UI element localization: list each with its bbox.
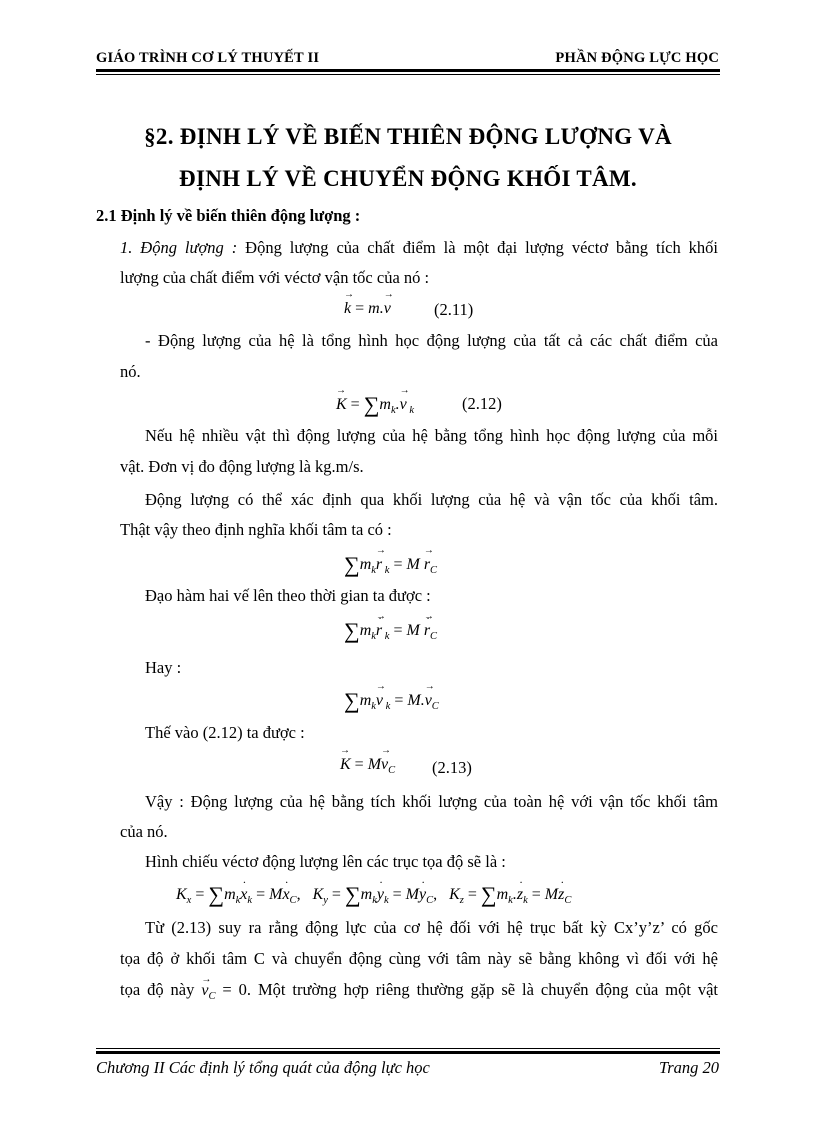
header-left: GIÁO TRÌNH CƠ LÝ THUYẾT II: [96, 50, 320, 66]
paragraph-4-line-1: Động lượng có thể xác định qua khối lượng của hệ và vận tốc của khối tâm.: [145, 490, 718, 509]
paragraph-5: Đạo hàm hai vế lên theo thời gian ta được :: [145, 586, 431, 605]
header-right: PHẦN ĐỘNG LỰC HỌC: [555, 50, 719, 66]
paragraph-4-line-2: Thật vậy theo định nghĩa khối tâm ta có :: [120, 520, 392, 539]
paragraph-2-line-1: - Động lượng của hệ là tổng hình học động lượng của tất cả các chất điểm của: [145, 331, 718, 350]
equation-2-12: → $K = \sum m_k.\to v$ $_k$: [336, 392, 414, 418]
section-heading: 2.1 Định lý về biến thiên động lượng :: [96, 206, 361, 225]
paragraph-1-line-1: [120, 238, 718, 258]
paragraph-9: Hình chiếu véctơ động lượng lên các trục tọa độ sẽ là :: [145, 852, 506, 871]
page-title-line-2: ĐỊNH LÝ VỀ CHUYỂN ĐỘNG KHỐI TÂM.: [179, 166, 637, 191]
footer-rule-thin: [96, 1048, 720, 1049]
paragraph-1-text: Động lượng của chất điểm là một đại lượng véctơ bằng tích khối: [245, 238, 718, 257]
paragraph-3-line-1: Nếu hệ nhiều vật thì động lượng của hệ bằng tổng hình học động lượng của mỗi: [145, 426, 718, 445]
inline-math-vc: → $v_C$: [201, 982, 215, 999]
paragraph-2-line-2: nó.: [120, 362, 141, 381]
equation-2-13-number: (2.13): [432, 758, 472, 777]
paragraph-1-line-2: lượng của chất điểm với véctơ vận tốc của nó :: [120, 268, 430, 287]
equation-2-11-number: (2.11): [434, 300, 474, 319]
footer-chapter: Chương II Các định lý tổng quát của động lực học: [96, 1058, 430, 1077]
paragraph-10-line-3: [120, 980, 718, 1007]
equation-derivative: $\sum m_k\to r$ ˙ $_k$ = M → r $˙_C$: [344, 618, 437, 644]
header-rule-thin: [96, 74, 720, 75]
paragraph-10-line-1: Từ (2.13) suy ra rằng động lực của cơ hệ đối với hệ trục bất kỳ Cx’y’z’ có gốc: [145, 918, 718, 937]
equation-2-13: → $K = M\to v_C$: [340, 756, 395, 776]
paragraph-6: Hay :: [145, 658, 182, 677]
paragraph-8-line-1: Vậy : Động lượng của hệ bằng tích khối lượng của toàn hệ với vận tốc khối tâm: [145, 792, 718, 811]
equation-2-11: → k = m.→ v: [344, 300, 391, 318]
paragraph-3-line-2: vật. Đơn vị đo động lượng là kg.m/s.: [120, 457, 364, 476]
equation-center-of-mass: $\sum m_k\to r$ $_k = M \to r_C$: [344, 552, 437, 578]
footer-rule-thick: [96, 1051, 720, 1054]
paragraph-10-line-3-start: tọa độ này: [120, 980, 195, 999]
paragraph-7: Thế vào (2.12) ta được :: [145, 723, 305, 742]
equation-velocity: $\sum m_k\to v$ $_k = M.\to v_C$: [344, 688, 439, 714]
equation-2-12-number: (2.12): [462, 394, 502, 413]
paragraph-8-line-2: của nó.: [120, 822, 168, 841]
footer-page-number: Trang 20: [658, 1058, 719, 1077]
term-label: 1. Động lượng :: [120, 238, 238, 257]
paragraph-10-line-2: tọa độ ở khối tâm C và chuyển động cùng với tâm này sẽ bằng không vì đối với hệ: [120, 949, 718, 968]
equation-projections: $K_x = \sum m_kx$ $˙_k = Mx$ $˙_C$, $K_y = \sum m_ky$ $˙_k = My$ $˙_C$, $K_z = \sum m_k.z$ $˙_k = Mz$ $˙_C$: [176, 882, 571, 908]
header-rule-thick: [96, 69, 720, 72]
paragraph-10-line-3-end: = 0. Một trường hợp riêng thường gặp sẽ là chuyển động của một vật: [222, 980, 719, 999]
page-title-line-1: §2. ĐỊNH LÝ VỀ BIẾN THIÊN ĐỘNG LƯỢNG VÀ: [144, 124, 672, 149]
